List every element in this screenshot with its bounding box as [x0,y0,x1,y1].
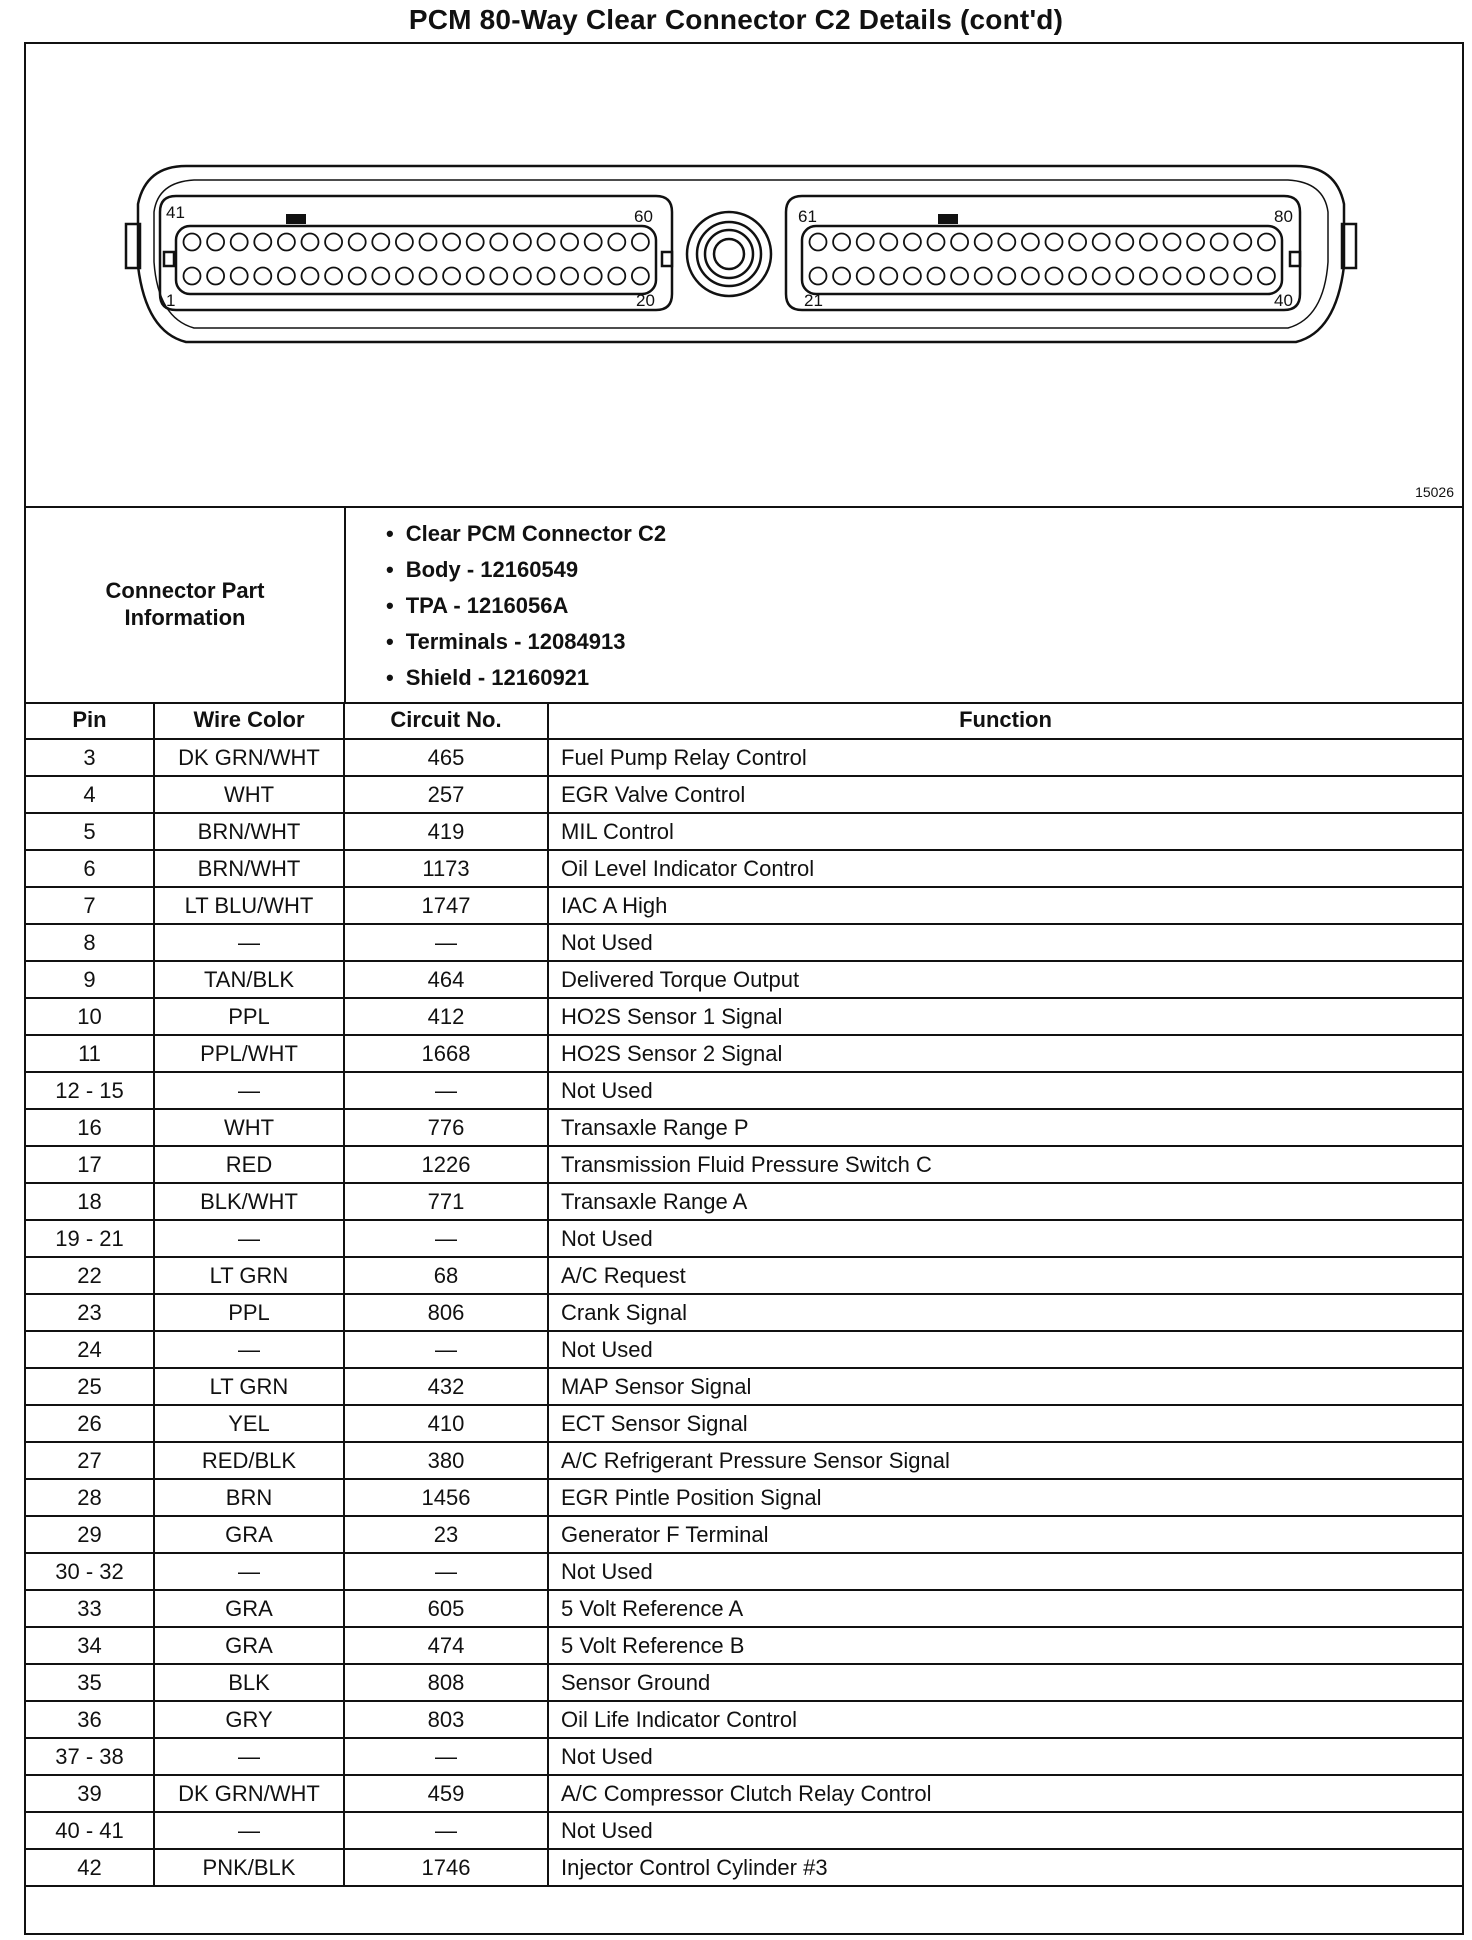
right-block-tab [1290,252,1300,266]
pin-hole [1140,268,1157,285]
pin-hole [1211,234,1228,251]
pin-hole [420,234,437,251]
connector-diagram [26,44,1462,508]
pin-hole [1093,268,1110,285]
pin-hole [231,234,248,251]
table-row [26,1220,1462,1257]
wire-color-cell: BRN [154,1479,344,1516]
circuit-cell: 808 [344,1664,548,1701]
pin-hole [857,268,874,285]
pin-label-40: 40 [1274,291,1293,310]
pin-hole [349,234,366,251]
pin-cell: 22 [26,1257,154,1294]
circuit-cell: 432 [344,1368,548,1405]
function-cell: A/C Request [548,1257,1462,1294]
pin-hole [302,234,319,251]
right-pin-area [802,226,1282,294]
pin-cell: 40 - 41 [26,1812,154,1849]
pin-hole [1258,234,1275,251]
pin-hole [325,234,342,251]
pin-hole [396,234,413,251]
wire-color-cell: WHT [154,1109,344,1146]
table-row [26,998,1462,1035]
connector-part-info [26,506,1462,704]
table-row [26,1812,1462,1849]
wire-color-cell: YEL [154,1405,344,1442]
function-cell: Generator F Terminal [548,1516,1462,1553]
pin-cell: 26 [26,1405,154,1442]
function-cell: Not Used [548,1738,1462,1775]
pin-hole [951,268,968,285]
pin-cell: 12 - 15 [26,1072,154,1109]
function-cell: IAC A High [548,887,1462,924]
circuit-cell: 1746 [344,1849,548,1886]
pin-cell: 9 [26,961,154,998]
pin-hole [1046,234,1063,251]
pin-cell: 6 [26,850,154,887]
pin-hole [1022,268,1039,285]
function-cell: HO2S Sensor 1 Signal [548,998,1462,1035]
wire-color-cell: GRA [154,1590,344,1627]
header-pin: Pin [26,702,154,739]
circuit-cell: 806 [344,1294,548,1331]
table-row [26,1738,1462,1775]
wire-color-cell: LT BLU/WHT [154,887,344,924]
pin-hole [975,234,992,251]
connector-drawing [26,44,1462,504]
pin-cell: 19 - 21 [26,1220,154,1257]
circuit-cell: — [344,1072,548,1109]
wire-color-cell: — [154,1738,344,1775]
function-cell: MIL Control [548,813,1462,850]
pin-cell: 24 [26,1331,154,1368]
circuit-cell: 1226 [344,1146,548,1183]
function-cell: 5 Volt Reference B [548,1627,1462,1664]
pin-hole [1069,234,1086,251]
circuit-cell: 419 [344,813,548,850]
pin-hole [207,234,224,251]
pin-hole [349,268,366,285]
wire-color-cell: — [154,1553,344,1590]
circuit-cell: 803 [344,1701,548,1738]
pin-cell: 34 [26,1627,154,1664]
circuit-cell: — [344,1738,548,1775]
table-row [26,776,1462,813]
pin-hole [1211,268,1228,285]
circuit-cell: 776 [344,1109,548,1146]
function-cell: Crank Signal [548,1294,1462,1331]
pin-hole [1116,268,1133,285]
pin-hole [1116,234,1133,251]
wire-color-cell: PNK/BLK [154,1849,344,1886]
table-row [26,1516,1462,1553]
pin-cell: 25 [26,1368,154,1405]
pin-hole [514,234,531,251]
pin-cell: 10 [26,998,154,1035]
pin-cell: 28 [26,1479,154,1516]
function-cell: Not Used [548,1812,1462,1849]
part-item-body: • Body - 12160549 [386,552,666,588]
pin-label-41: 41 [166,203,185,222]
function-cell: A/C Compressor Clutch Relay Control [548,1775,1462,1812]
wire-color-cell: BRN/WHT [154,850,344,887]
part-item-connector: • Clear PCM Connector C2 [386,516,666,552]
housing-inner-outline [154,180,1328,328]
pin-hole [278,234,295,251]
pin-hole [254,268,271,285]
connector-part-list [386,516,666,696]
pin-hole [1069,268,1086,285]
pin-hole [278,268,295,285]
table-row [26,1479,1462,1516]
pin-cell: 4 [26,776,154,813]
pin-hole [1140,234,1157,251]
pin-cell: 35 [26,1664,154,1701]
part-item-terminals: • Terminals - 12084913 [386,624,666,660]
pin-cell: 27 [26,1442,154,1479]
left-block-tab [164,252,174,266]
wire-color-cell: BRN/WHT [154,813,344,850]
table-row [26,1442,1462,1479]
pin-hole [1022,234,1039,251]
center-bolt-ring-2 [705,230,753,278]
part-item-shield: • Shield - 12160921 [386,660,666,696]
function-cell: Transaxle Range A [548,1183,1462,1220]
function-cell: Oil Level Indicator Control [548,850,1462,887]
circuit-cell: — [344,1812,548,1849]
circuit-cell: 1747 [344,887,548,924]
wire-color-cell: GRY [154,1701,344,1738]
table-row [26,813,1462,850]
pin-label-1: 1 [166,291,176,310]
wire-color-cell: BLK [154,1664,344,1701]
center-bolt-core [714,239,744,269]
table-row [26,1405,1462,1442]
pin-hole [207,268,224,285]
pin-hole [231,268,248,285]
table-row [26,850,1462,887]
pin-cell: 11 [26,1035,154,1072]
circuit-cell: 459 [344,1775,548,1812]
circuit-cell: 771 [344,1183,548,1220]
pin-hole [1234,268,1251,285]
table-row [26,1257,1462,1294]
wire-color-cell: — [154,1331,344,1368]
header-wire-color: Wire Color [154,702,344,739]
circuit-cell: 465 [344,739,548,776]
function-cell: Fuel Pump Relay Control [548,739,1462,776]
wire-color-cell: TAN/BLK [154,961,344,998]
pin-hole [325,268,342,285]
pin-hole [904,234,921,251]
pin-cell: 29 [26,1516,154,1553]
wire-color-cell: — [154,1072,344,1109]
pin-hole [1164,234,1181,251]
center-bolt-ring [697,222,761,286]
circuit-cell: 1456 [344,1479,548,1516]
pin-hole [975,268,992,285]
pin-hole [1187,234,1204,251]
function-cell: HO2S Sensor 2 Signal [548,1035,1462,1072]
pin-hole [443,268,460,285]
pin-hole [443,234,460,251]
table-row [26,1701,1462,1738]
function-cell: MAP Sensor Signal [548,1368,1462,1405]
function-cell: Not Used [548,1220,1462,1257]
pin-hole [254,234,271,251]
pin-hole [928,268,945,285]
header-function: Function [548,702,1462,739]
circuit-cell: 257 [344,776,548,813]
pin-hole [467,234,484,251]
pin-hole [396,268,413,285]
wire-color-cell: DK GRN/WHT [154,739,344,776]
wire-color-cell: — [154,924,344,961]
table-row [26,924,1462,961]
pin-hole [1093,234,1110,251]
pin-hole [467,268,484,285]
center-bolt-outer [687,212,771,296]
wire-color-cell: BLK/WHT [154,1183,344,1220]
function-cell: Not Used [548,924,1462,961]
circuit-cell: 1668 [344,1035,548,1072]
table-row [26,1590,1462,1627]
pin-hole [833,234,850,251]
pin-table-body [26,739,1462,1886]
table-row [26,1849,1462,1886]
function-cell: Not Used [548,1072,1462,1109]
pin-hole [514,268,531,285]
housing-outline [138,166,1344,342]
pin-hole [538,234,555,251]
left-key-mark [286,214,306,224]
pin-hole [490,234,507,251]
pin-hole [810,234,827,251]
circuit-cell: 23 [344,1516,548,1553]
pin-hole [1258,268,1275,285]
pin-cell: 37 - 38 [26,1738,154,1775]
circuit-cell: 464 [344,961,548,998]
table-row [26,1331,1462,1368]
circuit-cell: — [344,1220,548,1257]
table-row [26,1072,1462,1109]
pin-label-60: 60 [634,207,653,226]
pin-hole [608,234,625,251]
pin-table-header [26,702,1462,739]
pin-hole [632,234,649,251]
wire-color-cell: PPL/WHT [154,1035,344,1072]
pin-cell: 36 [26,1701,154,1738]
pin-hole [184,268,201,285]
pin-hole [561,268,578,285]
pin-hole [538,268,555,285]
pin-hole [372,268,389,285]
document-frame [24,42,1464,1935]
function-cell: Transaxle Range P [548,1109,1462,1146]
pin-hole [833,268,850,285]
right-key-mark [938,214,958,224]
table-row [26,1368,1462,1405]
function-cell: Transmission Fluid Pressure Switch C [548,1146,1462,1183]
circuit-cell: 68 [344,1257,548,1294]
part-item-tpa: • TPA - 1216056A [386,588,666,624]
table-row [26,1146,1462,1183]
pin-cell: 42 [26,1849,154,1886]
pin-hole [184,234,201,251]
function-cell: Not Used [548,1331,1462,1368]
circuit-cell: 380 [344,1442,548,1479]
circuit-cell: 605 [344,1590,548,1627]
function-cell: Injector Control Cylinder #3 [548,1849,1462,1886]
function-cell: Not Used [548,1553,1462,1590]
wire-color-cell: GRA [154,1516,344,1553]
pin-label-61: 61 [798,207,817,226]
circuit-cell: 474 [344,1627,548,1664]
wire-color-cell: GRA [154,1627,344,1664]
function-cell: EGR Pintle Position Signal [548,1479,1462,1516]
function-cell: Sensor Ground [548,1664,1462,1701]
function-cell: Oil Life Indicator Control [548,1701,1462,1738]
pin-hole [1234,234,1251,251]
pin-hole [585,268,602,285]
function-cell: Delivered Torque Output [548,961,1462,998]
pin-cell: 39 [26,1775,154,1812]
pin-cell: 30 - 32 [26,1553,154,1590]
function-cell: ECT Sensor Signal [548,1405,1462,1442]
pin-hole [632,268,649,285]
pin-hole [951,234,968,251]
left-pin-area [176,226,656,294]
pin-cell: 5 [26,813,154,850]
wire-color-cell: RED [154,1146,344,1183]
circuit-cell: 410 [344,1405,548,1442]
pin-cell: 17 [26,1146,154,1183]
pin-cell: 3 [26,739,154,776]
table-row [26,1627,1462,1664]
pin-hole [1187,268,1204,285]
pin-hole [561,234,578,251]
pin-hole [585,234,602,251]
table-row [26,961,1462,998]
pin-hole [420,268,437,285]
function-cell: EGR Valve Control [548,776,1462,813]
function-cell: 5 Volt Reference A [548,1590,1462,1627]
wire-color-cell: LT GRN [154,1368,344,1405]
pin-label-20: 20 [636,291,655,310]
wire-color-cell: LT GRN [154,1257,344,1294]
pin-label-80: 80 [1274,207,1293,226]
pin-hole [998,268,1015,285]
pin-hole [880,268,897,285]
pin-cell: 7 [26,887,154,924]
circuit-cell: 412 [344,998,548,1035]
connector-part-info-label [26,506,346,702]
pin-label-21: 21 [804,291,823,310]
pin-hole [904,268,921,285]
pin-hole [302,268,319,285]
pin-hole [857,234,874,251]
table-row [26,739,1462,776]
pin-hole [928,234,945,251]
wire-color-cell: PPL [154,1294,344,1331]
table-row [26,1183,1462,1220]
wire-color-cell: PPL [154,998,344,1035]
header-circuit-no: Circuit No. [344,702,548,739]
pin-hole [810,268,827,285]
page-title: PCM 80-Way Clear Connector C2 Details (cont'd) [408,4,1064,35]
pin-cell: 23 [26,1294,154,1331]
table-row [26,1664,1462,1701]
table-row [26,887,1462,924]
center-left-tab [662,252,672,266]
function-cell: A/C Refrigerant Pressure Sensor Signal [548,1442,1462,1479]
table-row [26,1035,1462,1072]
pin-hole [880,234,897,251]
pin-cell: 8 [26,924,154,961]
table-row [26,1553,1462,1590]
pin-hole [998,234,1015,251]
wire-color-cell: — [154,1220,344,1257]
wire-color-cell: WHT [154,776,344,813]
table-row [26,1109,1462,1146]
pin-hole [1046,268,1063,285]
pin-table [26,702,1462,1887]
circuit-cell: — [344,1331,548,1368]
wire-color-cell: RED/BLK [154,1442,344,1479]
pin-hole [490,268,507,285]
figure-number: 15026 [1415,484,1454,500]
table-row [26,1775,1462,1812]
circuit-cell: — [344,924,548,961]
pin-cell: 16 [26,1109,154,1146]
pin-hole [608,268,625,285]
pin-cell: 18 [26,1183,154,1220]
pin-cell: 33 [26,1590,154,1627]
wire-color-cell: — [154,1812,344,1849]
info-label-line-1: Connector Part [105,578,265,603]
wire-color-cell: DK GRN/WHT [154,1775,344,1812]
pin-hole [1164,268,1181,285]
table-row [26,1294,1462,1331]
info-label-line-2: Information [124,605,246,630]
circuit-cell: — [344,1553,548,1590]
circuit-cell: 1173 [344,850,548,887]
pin-hole [372,234,389,251]
